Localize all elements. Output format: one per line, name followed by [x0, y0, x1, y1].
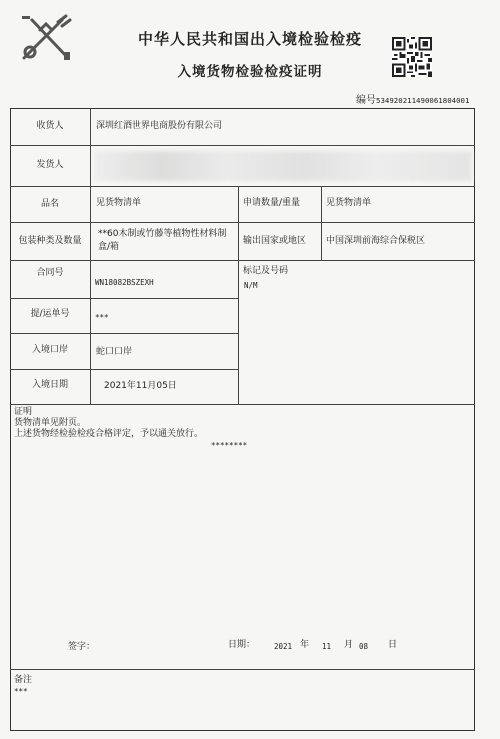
column-divider [90, 108, 91, 404]
bl-label: 提/运单号 [30, 309, 70, 319]
entry-date-value: 2021年11月05日 [104, 381, 177, 391]
goods-name-value: 见货物清单 [96, 198, 142, 208]
package-value-line2: 盒/箱 [98, 242, 120, 252]
export-country-value: 中国深圳前海综合保税区 [326, 236, 426, 246]
consignee-value: 深圳红酒世界电商股份有限公司 [96, 121, 223, 131]
declared-qty-label: 申请数量/重量 [243, 198, 301, 208]
serial-label: 编号 [356, 95, 376, 106]
certificate-stars: ******** [211, 441, 248, 450]
contract-label: 合同号 [36, 268, 64, 278]
entry-date-label: 入境日期 [31, 380, 68, 390]
row-divider [10, 404, 475, 405]
date-day-unit: 日 [388, 640, 398, 650]
serial-number [356, 91, 469, 106]
document-title: 中华人民共和国出入境检验检疫 [137, 30, 362, 48]
goods-name-label: 品名 [40, 199, 59, 209]
serial-value: 534920211490061804001 [376, 96, 470, 105]
row-divider [10, 260, 475, 261]
certificate-line2: 上述货物经检验检疫合格评定，予以通关放行。 [14, 429, 204, 439]
bl-value: *** [95, 313, 109, 322]
consignee-label: 收货人 [36, 121, 64, 131]
date-month: 11 [322, 642, 332, 651]
date-year: 2021 [274, 642, 293, 651]
row-divider [10, 145, 475, 146]
consignor-redacted [94, 151, 472, 181]
qr-code-icon [392, 37, 432, 77]
entry-port-value: 蛇口口岸 [96, 347, 133, 357]
export-country-label: 输出国家或地区 [243, 236, 307, 246]
remarks-label: 备注 [14, 675, 33, 685]
date-day: 08 [359, 642, 369, 651]
column-divider [321, 186, 322, 260]
remarks-value: *** [14, 687, 28, 696]
package-label: 包装种类及数量 [18, 236, 82, 246]
marks-label: 标记及号码 [243, 266, 289, 276]
date-year-unit: 年 [300, 640, 310, 650]
document-subtitle: 入境货物检验检疫证明 [177, 64, 323, 80]
row-divider [10, 669, 475, 670]
declared-qty-value: 见货物清单 [326, 198, 372, 208]
row-divider [10, 333, 239, 334]
row-divider [10, 222, 475, 223]
package-value-line1: **60木制或竹藤等植物性材料制 [98, 229, 227, 239]
sign-label: 签字： [68, 642, 96, 652]
row-divider [10, 298, 239, 299]
consignor-label: 发货人 [36, 160, 64, 170]
row-divider [10, 369, 239, 370]
contract-value: WN18082BSZEXH [95, 278, 154, 287]
marks-value: N/M [244, 281, 258, 290]
certificate-line1: 货物清单见附页。 [14, 418, 87, 428]
row-divider [10, 186, 475, 187]
date-label: 日期： [228, 640, 256, 650]
column-divider [238, 186, 239, 404]
date-month-unit: 月 [344, 640, 354, 650]
certificate-heading: 证明 [14, 407, 33, 417]
entry-port-label: 入境口岸 [31, 345, 68, 355]
